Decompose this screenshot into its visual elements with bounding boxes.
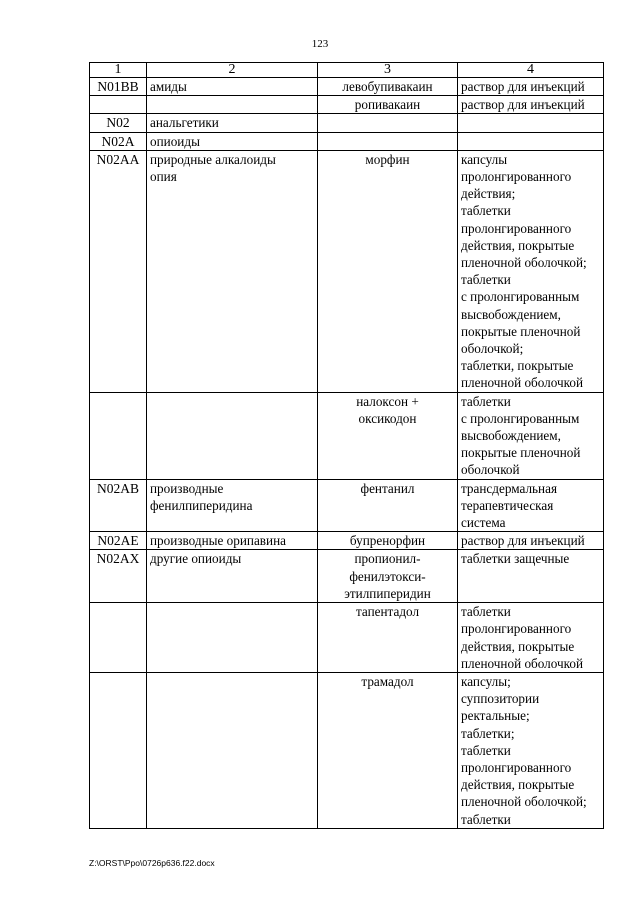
cell-text-line: бупренорфин <box>349 533 426 549</box>
table-row <box>90 603 604 673</box>
cell-text-line: покрытые пленочной <box>461 323 581 339</box>
table-body <box>90 63 604 829</box>
dosage-form-cell <box>458 114 604 132</box>
cell-text-line: ректальные; <box>461 708 530 724</box>
group-name-cell <box>147 672 318 828</box>
cell-text-line: действия; <box>461 186 516 202</box>
dosage-form-cell <box>458 392 604 479</box>
cell-text-line: терапевтическая <box>461 497 554 513</box>
cell-text-line: таблетки <box>461 811 511 827</box>
cell-text-line: таблетки; <box>461 725 515 741</box>
cell-text-line: оксикодон <box>358 410 417 426</box>
cell-text-line: таблетки <box>461 203 511 219</box>
cell-text-line: трансдермальная <box>461 480 558 496</box>
cell-text-line: таблетки защечные <box>461 551 570 567</box>
dosage-form-cell <box>458 532 604 550</box>
cell-text-line: система <box>461 515 506 531</box>
cell-text-line: производные орипавина <box>150 533 286 549</box>
cell-text-line: суппозитории <box>461 691 540 707</box>
cell-text-line: фентанил <box>360 480 415 496</box>
header-col-1: 1 <box>90 63 147 78</box>
cell-text-line: действия, покрытые <box>461 638 575 654</box>
atc-code-cell <box>90 392 147 479</box>
atc-code-cell: N02A <box>90 132 147 150</box>
cell-text-line: пленочной оболочкой <box>461 655 584 671</box>
group-name-cell <box>147 96 318 114</box>
dosage-form-cell <box>458 96 604 114</box>
cell-text-line: опиоиды <box>150 133 200 149</box>
cell-text-line: трамадол <box>361 673 414 689</box>
drug-name-cell <box>318 550 458 603</box>
atc-code-cell: N02 <box>90 114 147 132</box>
drug-name-cell <box>318 132 458 150</box>
group-name-cell <box>147 150 318 392</box>
drug-name-cell <box>318 532 458 550</box>
table-row <box>90 479 604 532</box>
cell-text-line: таблетки, покрытые <box>461 358 574 374</box>
group-name-cell <box>147 114 318 132</box>
cell-text-line: фенилпиперидина <box>150 497 253 513</box>
cell-text-line: таблетки <box>461 604 511 620</box>
cell-text-line: оболочкой <box>461 462 520 478</box>
table-row <box>90 672 604 828</box>
cell-text-line: покрытые пленочной <box>461 445 581 461</box>
table-row <box>90 132 604 150</box>
drug-name-cell <box>318 150 458 392</box>
cell-text-line: с пролонгированным <box>461 410 580 426</box>
cell-text-line: высвобождением, <box>461 306 561 322</box>
table-row <box>90 78 604 96</box>
cell-text-line: морфин <box>365 151 410 167</box>
table-row <box>90 96 604 114</box>
cell-text-line: действия, покрытые <box>461 777 575 793</box>
atc-code-cell <box>90 672 147 828</box>
dosage-form-cell <box>458 550 604 603</box>
cell-text-line: высвобождением, <box>461 428 561 444</box>
cell-text-line: тапентадол <box>355 604 420 620</box>
cell-text-line: этилпиперидин <box>344 585 431 601</box>
cell-text-line: пропионил- <box>354 551 421 567</box>
cell-text-line: таблетки <box>461 272 511 288</box>
dosage-form-cell <box>458 479 604 532</box>
drug-name-cell <box>318 392 458 479</box>
cell-text-line: таблетки <box>461 742 511 758</box>
cell-text-line: пролонгированного <box>461 621 572 637</box>
table-row <box>90 550 604 603</box>
atc-code-cell: N01BB <box>90 78 147 96</box>
dosage-form-cell <box>458 672 604 828</box>
header-col-4: 4 <box>458 63 604 78</box>
atc-code-cell: N02AE <box>90 532 147 550</box>
cell-text-line: раствор для инъекций <box>461 533 585 549</box>
cell-text-line: фенилэтокси- <box>349 568 426 584</box>
cell-text-line: анальгетики <box>150 115 219 131</box>
table-row <box>90 150 604 392</box>
atc-code-cell <box>90 96 147 114</box>
cell-text-line: с пролонгированным <box>461 289 580 305</box>
dosage-form-cell <box>458 150 604 392</box>
dosage-form-cell <box>458 132 604 150</box>
group-name-cell <box>147 479 318 532</box>
header-col-3: 3 <box>318 63 458 78</box>
drug-name-cell <box>318 96 458 114</box>
cell-text-line: капсулы <box>461 151 508 167</box>
cell-text-line: пролонгированного <box>461 169 572 185</box>
atc-code-cell: N02AA <box>90 150 147 392</box>
cell-text-line: пролонгированного <box>461 759 572 775</box>
atc-code-cell: N02AX <box>90 550 147 603</box>
footer-file-path: Z:\ORST\Ppo\0726p636.f22.docx <box>89 858 215 868</box>
drug-name-cell <box>318 672 458 828</box>
cell-text-line: таблетки <box>461 393 511 409</box>
drug-name-cell <box>318 603 458 673</box>
group-name-cell <box>147 550 318 603</box>
cell-text-line: пленочной оболочкой; <box>461 794 587 810</box>
cell-text-line: природные алкалоиды <box>150 151 276 167</box>
drug-name-cell <box>318 78 458 96</box>
cell-text-line: производные <box>150 480 224 496</box>
cell-text-line: действия, покрытые <box>461 237 575 253</box>
drug-name-cell <box>318 479 458 532</box>
group-name-cell <box>147 392 318 479</box>
cell-text-line: оболочкой; <box>461 341 524 357</box>
cell-text-line: опия <box>150 169 177 185</box>
cell-text-line: пролонгированного <box>461 220 572 236</box>
cell-text-line: ропивакаин <box>354 97 421 113</box>
cell-text-line: другие опиоиды <box>150 551 242 567</box>
group-name-cell <box>147 603 318 673</box>
table-row <box>90 532 604 550</box>
cell-text-line: амиды <box>150 79 187 94</box>
page-number: 123 <box>311 38 329 50</box>
cell-text-line: пленочной оболочкой; <box>461 255 587 271</box>
cell-text-line: раствор для инъекций <box>461 97 585 113</box>
group-name-cell <box>147 132 318 150</box>
group-name-cell <box>147 532 318 550</box>
cell-text-line: пленочной оболочкой <box>461 375 584 391</box>
table-header-row <box>90 63 604 78</box>
drug-table <box>89 62 604 829</box>
cell-text-line: капсулы; <box>461 673 511 689</box>
atc-code-cell <box>90 603 147 673</box>
cell-text-line: налоксон + <box>356 393 419 409</box>
dosage-form-cell <box>458 603 604 673</box>
drug-name-cell <box>318 114 458 132</box>
cell-text-line: раствор для инъекций <box>461 79 585 94</box>
atc-code-cell: N02AB <box>90 479 147 532</box>
table-row <box>90 114 604 132</box>
table-row <box>90 392 604 479</box>
dosage-form-cell <box>458 78 604 96</box>
header-col-2: 2 <box>147 63 318 78</box>
group-name-cell <box>147 78 318 96</box>
cell-text-line: левобупивакаин <box>342 79 433 94</box>
